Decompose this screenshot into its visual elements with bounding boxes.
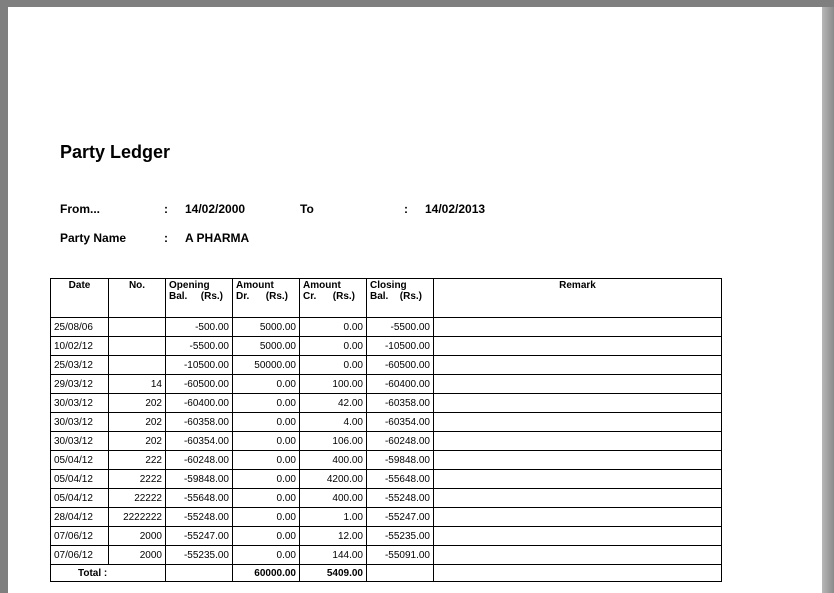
cell-amount-dr: 0.00 [233, 470, 300, 489]
table-row [51, 375, 722, 394]
cell-opening-balance: -10500.00 [166, 356, 233, 375]
cell-date: 29/03/12 [51, 375, 109, 394]
cell-amount-cr: 4200.00 [300, 470, 367, 489]
cell-amount-dr: 0.00 [233, 546, 300, 565]
cell-no: 2000 [109, 546, 166, 565]
cell-amount-cr: 400.00 [300, 489, 367, 508]
cell-amount-dr: 0.00 [233, 394, 300, 413]
cell-amount-dr: 5000.00 [233, 337, 300, 356]
cell-date: 30/03/12 [51, 394, 109, 413]
cell-date: 05/04/12 [51, 451, 109, 470]
cell-opening-balance: -55248.00 [166, 508, 233, 527]
cell-closing-balance: -55248.00 [367, 489, 434, 508]
cell-remark [434, 356, 722, 375]
table-row [51, 318, 722, 337]
cell-closing-balance: -10500.00 [367, 337, 434, 356]
cell-opening-balance: -60500.00 [166, 375, 233, 394]
cell-closing-balance: -55648.00 [367, 470, 434, 489]
table-row [51, 413, 722, 432]
cell-opening-balance: -500.00 [166, 318, 233, 337]
report-title: Party Ledger [60, 142, 171, 162]
party-name-label: Party Name [60, 231, 127, 245]
cell-closing-balance: -60358.00 [367, 394, 434, 413]
cell-opening-balance: -60248.00 [166, 451, 233, 470]
cell-no: 202 [109, 394, 166, 413]
cell-no: 202 [109, 432, 166, 451]
cell-amount-cr: 400.00 [300, 451, 367, 470]
table-row [51, 546, 722, 565]
cell-closing-balance: -55247.00 [367, 508, 434, 527]
cell-remark [434, 375, 722, 394]
cell-date: 07/06/12 [51, 527, 109, 546]
to-label: To [300, 202, 314, 216]
from-label: From... [60, 202, 101, 216]
total-cr: 5409.00 [300, 565, 367, 582]
table-row [51, 489, 722, 508]
table-row [51, 527, 722, 546]
cell-amount-cr: 1.00 [300, 508, 367, 527]
cell-amount-cr: 144.00 [300, 546, 367, 565]
table-row [51, 356, 722, 375]
cell-amount-cr: 0.00 [300, 337, 367, 356]
cell-date: 28/04/12 [51, 508, 109, 527]
party-name-value: A PHARMA [185, 231, 250, 245]
cell-no: 202 [109, 413, 166, 432]
cell-remark [434, 470, 722, 489]
cell-closing-balance: -59848.00 [367, 451, 434, 470]
cell-opening-balance: -55235.00 [166, 546, 233, 565]
total-closing [367, 565, 434, 582]
cell-no [109, 337, 166, 356]
cell-amount-dr: 50000.00 [233, 356, 300, 375]
col-header-closing: Closing Bal. (Rs.) [367, 279, 434, 318]
cell-amount-cr: 42.00 [300, 394, 367, 413]
total-row [51, 565, 722, 582]
col-header-date: Date [51, 279, 109, 318]
to-colon: : [404, 202, 408, 216]
cell-amount-cr: 0.00 [300, 356, 367, 375]
cell-opening-balance: -59848.00 [166, 470, 233, 489]
viewer-edge [822, 7, 834, 593]
table-row [51, 337, 722, 356]
cell-amount-dr: 0.00 [233, 527, 300, 546]
table-row [51, 470, 722, 489]
cell-amount-cr: 0.00 [300, 318, 367, 337]
col-header-opening: Opening Bal. (Rs.) [166, 279, 233, 318]
table-row [51, 394, 722, 413]
cell-amount-dr: 0.00 [233, 451, 300, 470]
cell-no: 2222222 [109, 508, 166, 527]
cell-remark [434, 546, 722, 565]
cell-no: 222 [109, 451, 166, 470]
cell-date: 10/02/12 [51, 337, 109, 356]
cell-closing-balance: -60500.00 [367, 356, 434, 375]
cell-remark [434, 318, 722, 337]
cell-closing-balance: -60354.00 [367, 413, 434, 432]
cell-remark [434, 413, 722, 432]
cell-opening-balance: -5500.00 [166, 337, 233, 356]
cell-no: 22222 [109, 489, 166, 508]
cell-no [109, 318, 166, 337]
table-row [51, 451, 722, 470]
cell-date: 05/04/12 [51, 489, 109, 508]
total-remark [434, 565, 722, 582]
cell-opening-balance: -60358.00 [166, 413, 233, 432]
cell-amount-cr: 4.00 [300, 413, 367, 432]
report-page [8, 7, 822, 593]
table-row [51, 432, 722, 451]
total-dr: 60000.00 [233, 565, 300, 582]
cell-remark [434, 432, 722, 451]
cell-remark [434, 451, 722, 470]
cell-amount-dr: 0.00 [233, 489, 300, 508]
col-header-remark: Remark [434, 279, 722, 318]
cell-opening-balance: -60400.00 [166, 394, 233, 413]
cell-date: 30/03/12 [51, 432, 109, 451]
ledger-table [50, 278, 722, 582]
header-row [51, 279, 722, 318]
cell-opening-balance: -55247.00 [166, 527, 233, 546]
cell-amount-dr: 5000.00 [233, 318, 300, 337]
cell-remark [434, 394, 722, 413]
from-colon: : [164, 202, 168, 216]
cell-amount-dr: 0.00 [233, 413, 300, 432]
cell-closing-balance: -55091.00 [367, 546, 434, 565]
col-header-no: No. [109, 279, 166, 318]
cell-no [109, 356, 166, 375]
col-header-amount-dr: Amount Dr. (Rs.) [233, 279, 300, 318]
cell-remark [434, 508, 722, 527]
col-header-amount-cr: Amount Cr. (Rs.) [300, 279, 367, 318]
cell-remark [434, 337, 722, 356]
cell-date: 30/03/12 [51, 413, 109, 432]
total-opening [166, 565, 233, 582]
cell-amount-cr: 100.00 [300, 375, 367, 394]
cell-closing-balance: -5500.00 [367, 318, 434, 337]
cell-opening-balance: -60354.00 [166, 432, 233, 451]
cell-closing-balance: -60400.00 [367, 375, 434, 394]
cell-closing-balance: -55235.00 [367, 527, 434, 546]
cell-amount-dr: 0.00 [233, 508, 300, 527]
from-date: 14/02/2000 [185, 202, 246, 216]
cell-date: 25/08/06 [51, 318, 109, 337]
cell-no: 2000 [109, 527, 166, 546]
cell-date: 07/06/12 [51, 546, 109, 565]
cell-amount-dr: 0.00 [233, 375, 300, 394]
cell-no: 14 [109, 375, 166, 394]
cell-amount-cr: 12.00 [300, 527, 367, 546]
total-label: Total : [51, 565, 166, 582]
to-date: 14/02/2013 [425, 202, 486, 216]
cell-amount-cr: 106.00 [300, 432, 367, 451]
table-row [51, 508, 722, 527]
cell-date: 05/04/12 [51, 470, 109, 489]
cell-no: 2222 [109, 470, 166, 489]
cell-closing-balance: -60248.00 [367, 432, 434, 451]
cell-remark [434, 527, 722, 546]
cell-date: 25/03/12 [51, 356, 109, 375]
cell-remark [434, 489, 722, 508]
cell-opening-balance: -55648.00 [166, 489, 233, 508]
party-name-colon: : [164, 231, 168, 245]
cell-amount-dr: 0.00 [233, 432, 300, 451]
